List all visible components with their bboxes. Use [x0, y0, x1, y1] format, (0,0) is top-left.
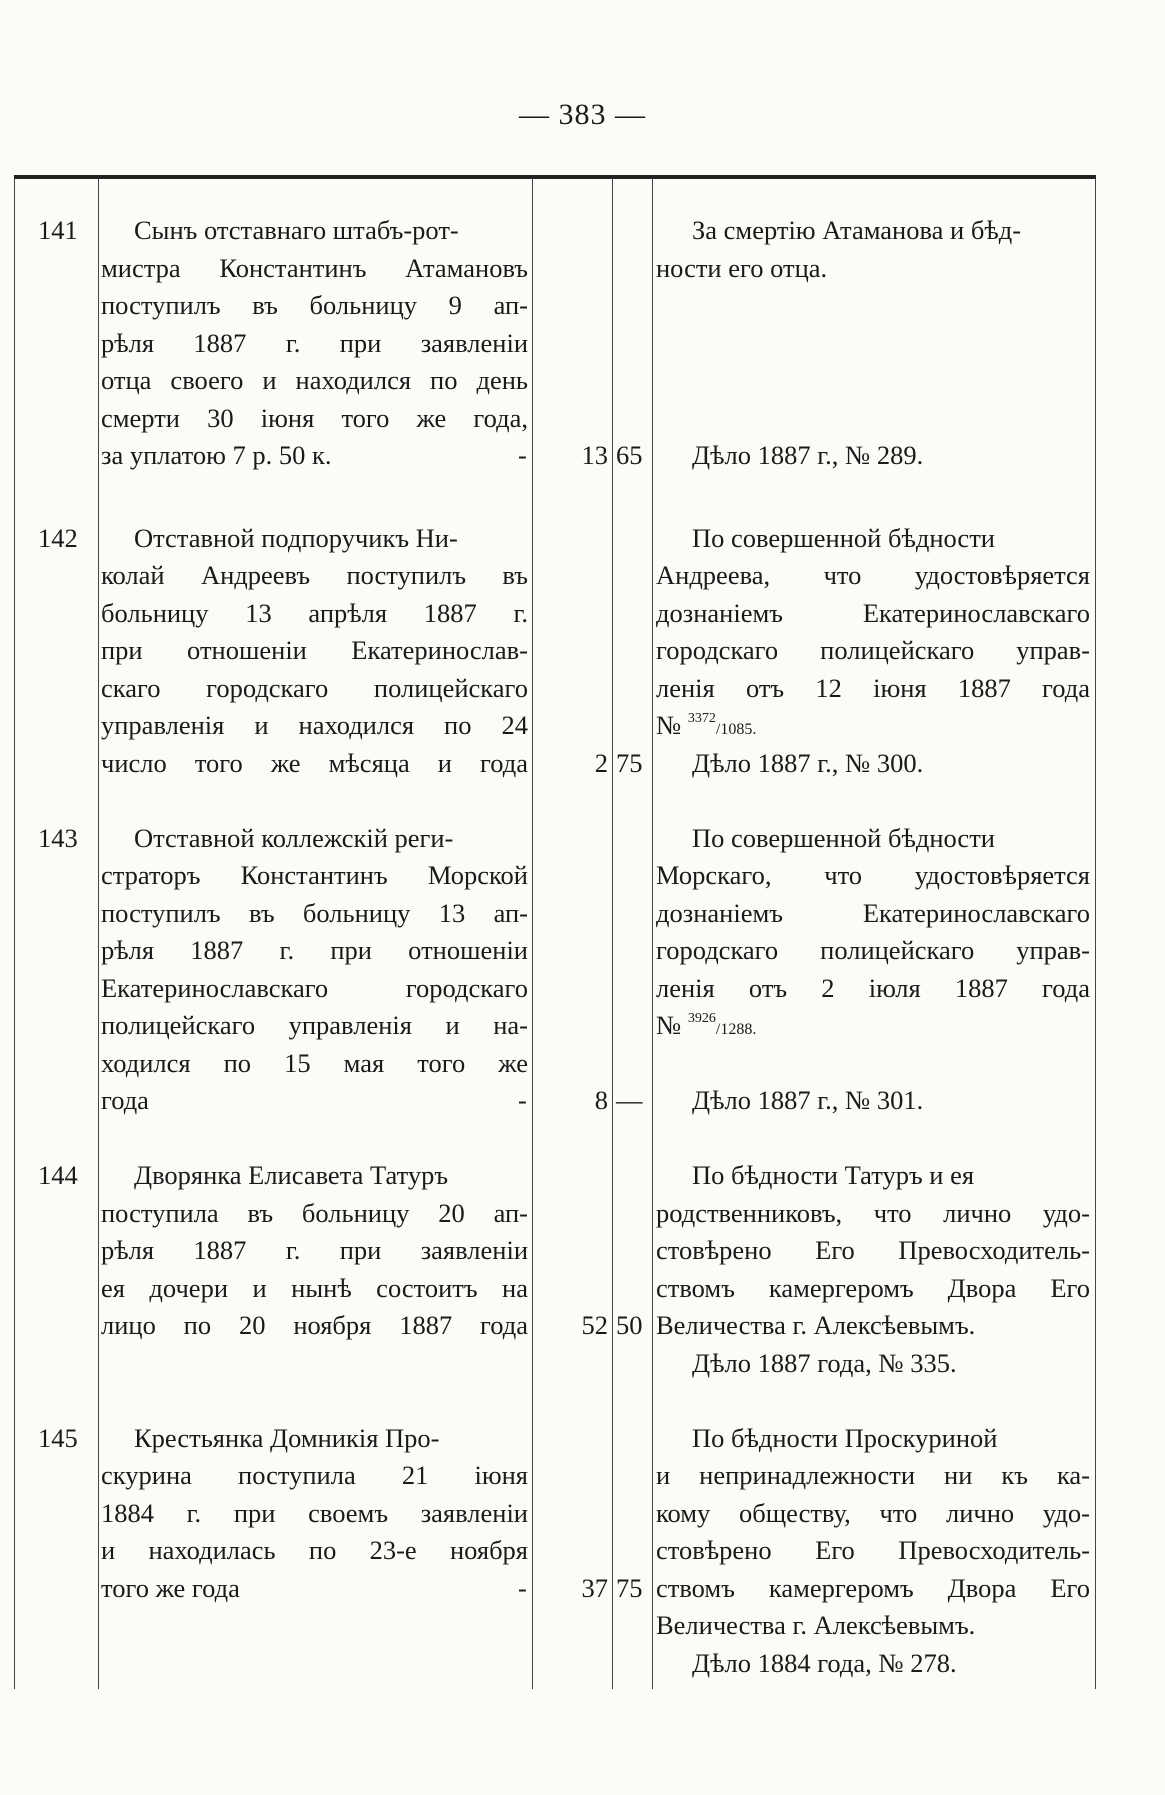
column-rule: [532, 179, 533, 1689]
description-line: число того же мѣсяца и года: [101, 748, 528, 778]
reason-line: По бѣдности Татуръ и ея: [692, 1160, 975, 1190]
column-rule: [612, 179, 613, 1689]
entry-number: 144: [38, 1160, 78, 1190]
amount-rubles: 37: [581, 1573, 608, 1603]
description-line: поступилъ въ больницу 9 ап-: [101, 290, 528, 320]
description-line: рѣля 1887 г. при отношеніи: [101, 935, 528, 965]
reason-line: стовѣрено Его Превосходитель-: [656, 1235, 1090, 1265]
dash-filler: -: [518, 440, 527, 470]
description-line: года: [101, 1085, 149, 1115]
description-line: страторъ Константинъ Морской: [101, 860, 528, 890]
reason-line: Морскаго, что удостовѣряется: [656, 860, 1090, 890]
description-line: Отставной подпоручикъ Ни-: [134, 523, 458, 553]
reason-line: ности его отца.: [656, 253, 828, 283]
case-reference: Дѣло 1887 г., № 301.: [692, 1085, 924, 1115]
dash-filler: -: [518, 1085, 527, 1115]
column-rule: [98, 179, 99, 1689]
case-reference: Дѣло 1887 г., № 300.: [692, 748, 924, 778]
description-line: ходился по 15 мая того же: [101, 1048, 528, 1078]
description-line: полицейскаго управленія и на-: [101, 1010, 528, 1040]
description-line: при отношеніи Екатеринослав-: [101, 635, 528, 665]
entry-number: 142: [38, 523, 78, 553]
reason-reference: № $^{3926}$/1288.: [656, 1010, 757, 1040]
description-line: рѣля 1887 г. при заявленіи: [101, 328, 528, 358]
reason-line: дознаніемъ Екатеринославскаго: [656, 898, 1090, 928]
description-line: 1884 г. при своемъ заявленіи: [101, 1498, 528, 1528]
amount-kopecks: 75: [616, 1573, 643, 1603]
description-line: Дворянка Елисавета Татуръ: [134, 1160, 449, 1190]
case-reference: Дѣло 1887 г., № 289.: [692, 440, 924, 470]
description-line: отца своего и находился по день: [101, 365, 528, 395]
reason-line: дознаніемъ Екатеринославскаго: [656, 598, 1090, 628]
reason-line: городскаго полицейскаго управ-: [656, 935, 1090, 965]
amount-rubles: 13: [581, 440, 608, 470]
description-line: Екатеринославскаго городскаго: [101, 973, 528, 1003]
description-line: Сынъ отставнаго штабъ-рот-: [134, 215, 459, 245]
column-rule: [652, 179, 653, 1689]
reason-line: Величества г. Алексѣевымъ.: [656, 1610, 976, 1640]
description-line: и находилась по 23-е ноября: [101, 1535, 528, 1565]
page-number: — 383 —: [519, 98, 646, 131]
amount-kopecks: 50: [616, 1310, 643, 1340]
description-line: мистра Константинъ Атамановъ: [101, 253, 528, 283]
reason-line: ствомъ камергеромъ Двора Его: [656, 1573, 1090, 1603]
amount-kopecks: 65: [616, 440, 643, 470]
reason-line: ствомъ камергеромъ Двора Его: [656, 1273, 1090, 1303]
column-rule: [14, 179, 15, 1689]
top-rule: [14, 175, 1096, 179]
dash-filler: -: [518, 1573, 527, 1603]
amount-kopecks: —: [616, 1085, 643, 1115]
column-rule: [1095, 179, 1096, 1689]
entry-number: 143: [38, 823, 78, 853]
reason-reference: № $^{3372}$/1085.: [656, 710, 757, 740]
reason-line: кому обществу, что лично удо-: [656, 1498, 1090, 1528]
description-line: смерти 30 іюня того же года,: [101, 403, 528, 433]
reason-line: городскаго полицейскаго управ-: [656, 635, 1090, 665]
description-line: скурина поступила 21 іюня: [101, 1460, 528, 1490]
reason-line: ленія отъ 2 іюля 1887 года: [656, 973, 1090, 1003]
description-line: Крестьянка Домникія Про-: [134, 1423, 440, 1453]
description-line: больницу 13 апрѣля 1887 г.: [101, 598, 528, 628]
case-reference: Дѣло 1884 года, № 278.: [692, 1648, 957, 1678]
reason-line: и непринадлежности ни къ ка-: [656, 1460, 1090, 1490]
entry-number: 145: [38, 1423, 78, 1453]
reason-line: Андреева, что удостовѣряется: [656, 560, 1090, 590]
description-line: рѣля 1887 г. при заявленіи: [101, 1235, 528, 1265]
description-line: Отставной коллежскій реги-: [134, 823, 454, 853]
case-reference: Дѣло 1887 года, № 335.: [692, 1348, 957, 1378]
reason-line: По совершенной бѣдности: [692, 523, 995, 553]
description-line: того же года: [101, 1573, 240, 1603]
amount-rubles: 52: [581, 1310, 608, 1340]
reason-line: ленія отъ 12 іюня 1887 года: [656, 673, 1090, 703]
description-line: поступила въ больницу 20 ап-: [101, 1198, 528, 1228]
entry-number: 141: [38, 215, 78, 245]
reason-line: По бѣдности Проскуриной: [692, 1423, 998, 1453]
reason-line: родственниковъ, что лично удо-: [656, 1198, 1090, 1228]
description-line: за уплатою 7 р. 50 к.: [101, 440, 332, 470]
reason-line: Величества г. Алексѣевымъ.: [656, 1310, 976, 1340]
reason-line: По совершенной бѣдности: [692, 823, 995, 853]
description-line: управленія и находился по 24: [101, 710, 528, 740]
description-line: скаго городскаго полицейскаго: [101, 673, 528, 703]
amount-kopecks: 75: [616, 748, 643, 778]
amount-rubles: 2: [594, 748, 608, 778]
description-line: лицо по 20 ноября 1887 года: [101, 1310, 528, 1340]
reason-line: За смертію Атаманова и бѣд-: [692, 215, 1022, 245]
reason-line: стовѣрено Его Превосходитель-: [656, 1535, 1090, 1565]
description-line: ея дочери и нынѣ состоитъ на: [101, 1273, 528, 1303]
description-line: поступилъ въ больницу 13 ап-: [101, 898, 528, 928]
description-line: колай Андреевъ поступилъ въ: [101, 560, 528, 590]
amount-rubles: 8: [594, 1085, 608, 1115]
